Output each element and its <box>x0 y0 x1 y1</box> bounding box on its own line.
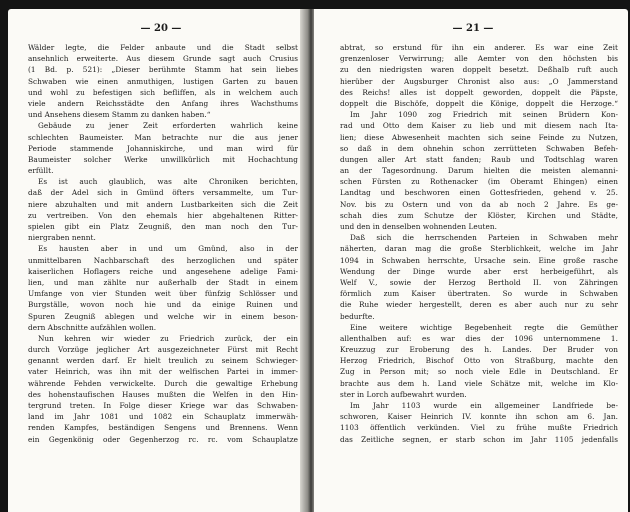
text-line: grenzenloser Verwirrung; alle Aemter von den höchsten bis <box>340 54 618 64</box>
text-line: und wohl zu befestigen sich befliffen, als in welchem auch <box>28 87 298 97</box>
text-line: erfüllt. <box>28 166 54 176</box>
text-line: 1103 öffentlich verkünden. Viel zu frühe mußte Friedrich <box>340 423 618 433</box>
text-line: Gebäude zu jener Zeit erforderten wahrlich keine <box>38 121 298 131</box>
text-line: Nov. bis zu Ostern und von da ab noch 2 Jahre. Es ge- <box>340 199 618 209</box>
text-line: Nun kehren wir wieder zu Friedrich zurück, der ein <box>38 333 298 343</box>
text-line: Landtag und beschworen einen Gottesfrieden, gehend v. 25. <box>340 188 618 198</box>
text-line: Wendung der Dinge wurde aber erst herbeigeführt, als <box>340 266 618 276</box>
text-line: brachte aus dem h. Land viele Schätze mit, welche im Klo- <box>340 378 618 388</box>
text-line: Umfange von vier Stunden weit über fünfzig Schlösser und <box>28 289 298 299</box>
text-line: Daß sich die herrschenden Parteien in Schwaben mehr <box>350 233 618 243</box>
text-line: ein Gegenkönig oder Gegenherzog rc. rc. vom Schauplatze <box>28 434 298 444</box>
text-line: Kreuzzug zur Eroberung des h. Landes. Der Bruder von <box>340 345 618 355</box>
text-line: Periode stammende Johanniskirche, und man wird für <box>28 143 298 153</box>
text-line: hierüber der Augsburger Chronist also aus: „O Jammerstand <box>340 76 618 86</box>
text-line: dungen aller Art statt fanden; Raub und Todtschlag waren <box>340 154 618 164</box>
text-line: ansehnlich erweiterte. Aus diesem Grunde sagt auch Crusius <box>28 54 298 64</box>
right-page <box>314 9 628 512</box>
text-line: zu den niedrigsten waren doppelt besetzt. Deßhalb ruft auch <box>340 65 618 75</box>
text-line: daß der Adel sich in Gmünd öfters versammelte, um Tur- <box>28 188 298 198</box>
text-line: währende Fehden verwickelte. Durch die gewaltige Erhebung <box>28 378 298 388</box>
text-line: Es ist auch glaublich, was alte Chroniken berichten, <box>38 177 298 187</box>
text-line: Burgställe, wovon noch hie und da einige Ruinen und <box>28 300 298 310</box>
text-line: unmittelbaren Nachbarschaft des herzoglichen und später <box>28 255 298 265</box>
text-line: des hohenstaufischen Hauses mußten die Welfen in den Hin- <box>28 389 298 399</box>
text-line: Im Jahr 1090 zog Friedrich mit seinen Brüdern Kon- <box>350 110 618 120</box>
left-page <box>8 9 308 512</box>
text-line: 1094 in Schwaben herrschte, Ursache sein. Eine große rasche <box>340 255 618 265</box>
text-line: Zug in Person mit; so noch viele Edle in Deutschland. Er <box>340 367 618 377</box>
text-line: Welf V., sowie der Herzog Berthold II. von Zähringen <box>340 277 618 287</box>
text-line: näherten, daran mag die große Sterblichkeit, welche im Jahr <box>340 244 618 254</box>
text-line: schworen, Kaiser Heinrich IV. konnte ihn schon am 6. Jan. <box>340 412 618 422</box>
text-line: doppelt die Bischöfe, doppelt die Könige, doppelt die Herzoge.“ <box>340 98 618 108</box>
text-line: lien; diese Abwesenheit machten sich seine Feinde zu Nutzen, <box>340 132 618 142</box>
text-line: Im Jahr 1103 wurde ein allgemeiner Landfriede be- <box>350 401 618 410</box>
text-line: renden Kampfes, beständigen Sengens und Brennens. Wenn <box>28 423 298 433</box>
text-line: Baumeister solcher Werke unwillkürlich mit Hochachtung <box>28 154 298 164</box>
text-line: schen Fürsten zu Rothenacker (im Oberamt Ehingen) einen <box>340 177 618 187</box>
text-line: vater Heinrich, was ihn mit der welfischen Partei in immer- <box>28 367 298 377</box>
page-number: — 21 — <box>452 23 494 34</box>
text-line: kaiserlichen Hoflagers reiche und angesehene adelige Fami- <box>28 266 298 276</box>
text-line: Spuren Zeugniß ablegen und welche wir in einem beson- <box>28 311 298 321</box>
text-line: durch Vorzüge jeglicher Art ausgezeichneter Fürst mit Recht <box>28 345 298 355</box>
text-line: so daß in dem ohnehin schon zerrütteten Schwaben Befeh- <box>340 143 618 153</box>
text-line: Wälder legte, die Felder anbaute und die Stadt selbst <box>28 43 298 52</box>
text-line: die Ruhe wieder hergestellt, deren es aber auch nur zu sehr <box>340 300 618 310</box>
text-line: zu vertreiben. Von den ehemals hier abgehaltenen Ritter- <box>28 210 298 220</box>
text-line: rad und Otto dem Kaiser zu lieb und mit diesem nach Ita- <box>340 121 618 131</box>
text-line: dern Abschnitte aufzählen wollen. <box>28 322 157 332</box>
page-number: — 20 — <box>140 23 182 34</box>
text-line: und Ansehens diesem Stamm zu danken haben.“ <box>28 110 211 120</box>
text-line: (1 Bd. p. 521): „Dieser berühmte Stamm hat sein liebes <box>28 65 298 75</box>
text-line: Schwaben wie einen anmuthigen, lustigen Garten zu bauen <box>28 76 298 86</box>
text-line: schah dies zum Schutze der Klöster, Kirchen und Städte, <box>340 210 618 220</box>
page-text <box>8 42 308 445</box>
text-line: abtrat, so erstund für ihn ein anderer. Es war eine Zeit <box>340 43 618 52</box>
text-line: niere abzuhalten und mit andern Lustbarkeiten sich die Zeit <box>28 199 298 209</box>
text-line: land im Jahr 1081 und 1082 ein Schauplatz immerwäh- <box>28 412 298 422</box>
text-line: Es hausten aber in und um Gmünd, also in der <box>38 244 298 254</box>
text-line: genannt werden darf. Er hielt treulich zu seinem Schwieger- <box>28 356 298 366</box>
text-line: bedurfte. <box>340 311 375 321</box>
text-line: förmlich zum Kaiser übertraten. So wurde in Schwaben <box>340 289 618 299</box>
text-line: und den in denselben wohnenden Leuten. <box>340 222 497 231</box>
text-line: schlechten Baumeister. Man betrachte nur die aus jener <box>28 132 298 142</box>
text-line: lien, und man zählte nur außerhalb der Stadt in einem <box>28 277 298 287</box>
page-text <box>314 42 628 445</box>
text-line: an der Tagesordnung. Darum hielten die meisten alemanni- <box>340 166 618 176</box>
text-line: viele andern Reichsstädte den Anfang ihres Wachsthums <box>28 98 298 108</box>
text-line: Eine weitere wichtige Begebenheit regte die Gemüther <box>350 322 618 332</box>
text-line: Herzog Friedrich, Bischof Otto von Straßburg, machte den <box>340 356 618 366</box>
text-line: des Reichs! alles ist doppelt geworden, doppelt die Päpste, <box>340 87 618 97</box>
text-line: das Zeitliche segnen, er starb schon im Jahr 1105 jedenfalls <box>340 434 618 444</box>
text-line: spielen gibt ein Platz Zeugniß, den man noch den Tur- <box>28 222 298 231</box>
text-line: ster in Lorch aufbewahrt wurden. <box>340 389 467 399</box>
text-line: niergraben nennt. <box>28 233 96 243</box>
text-line: allenthalben auf: es war dies der 1096 unternommene 1. <box>340 333 618 343</box>
text-line: tergrund treten. In Folge dieser Kriege war das Schwaben- <box>28 401 298 410</box>
